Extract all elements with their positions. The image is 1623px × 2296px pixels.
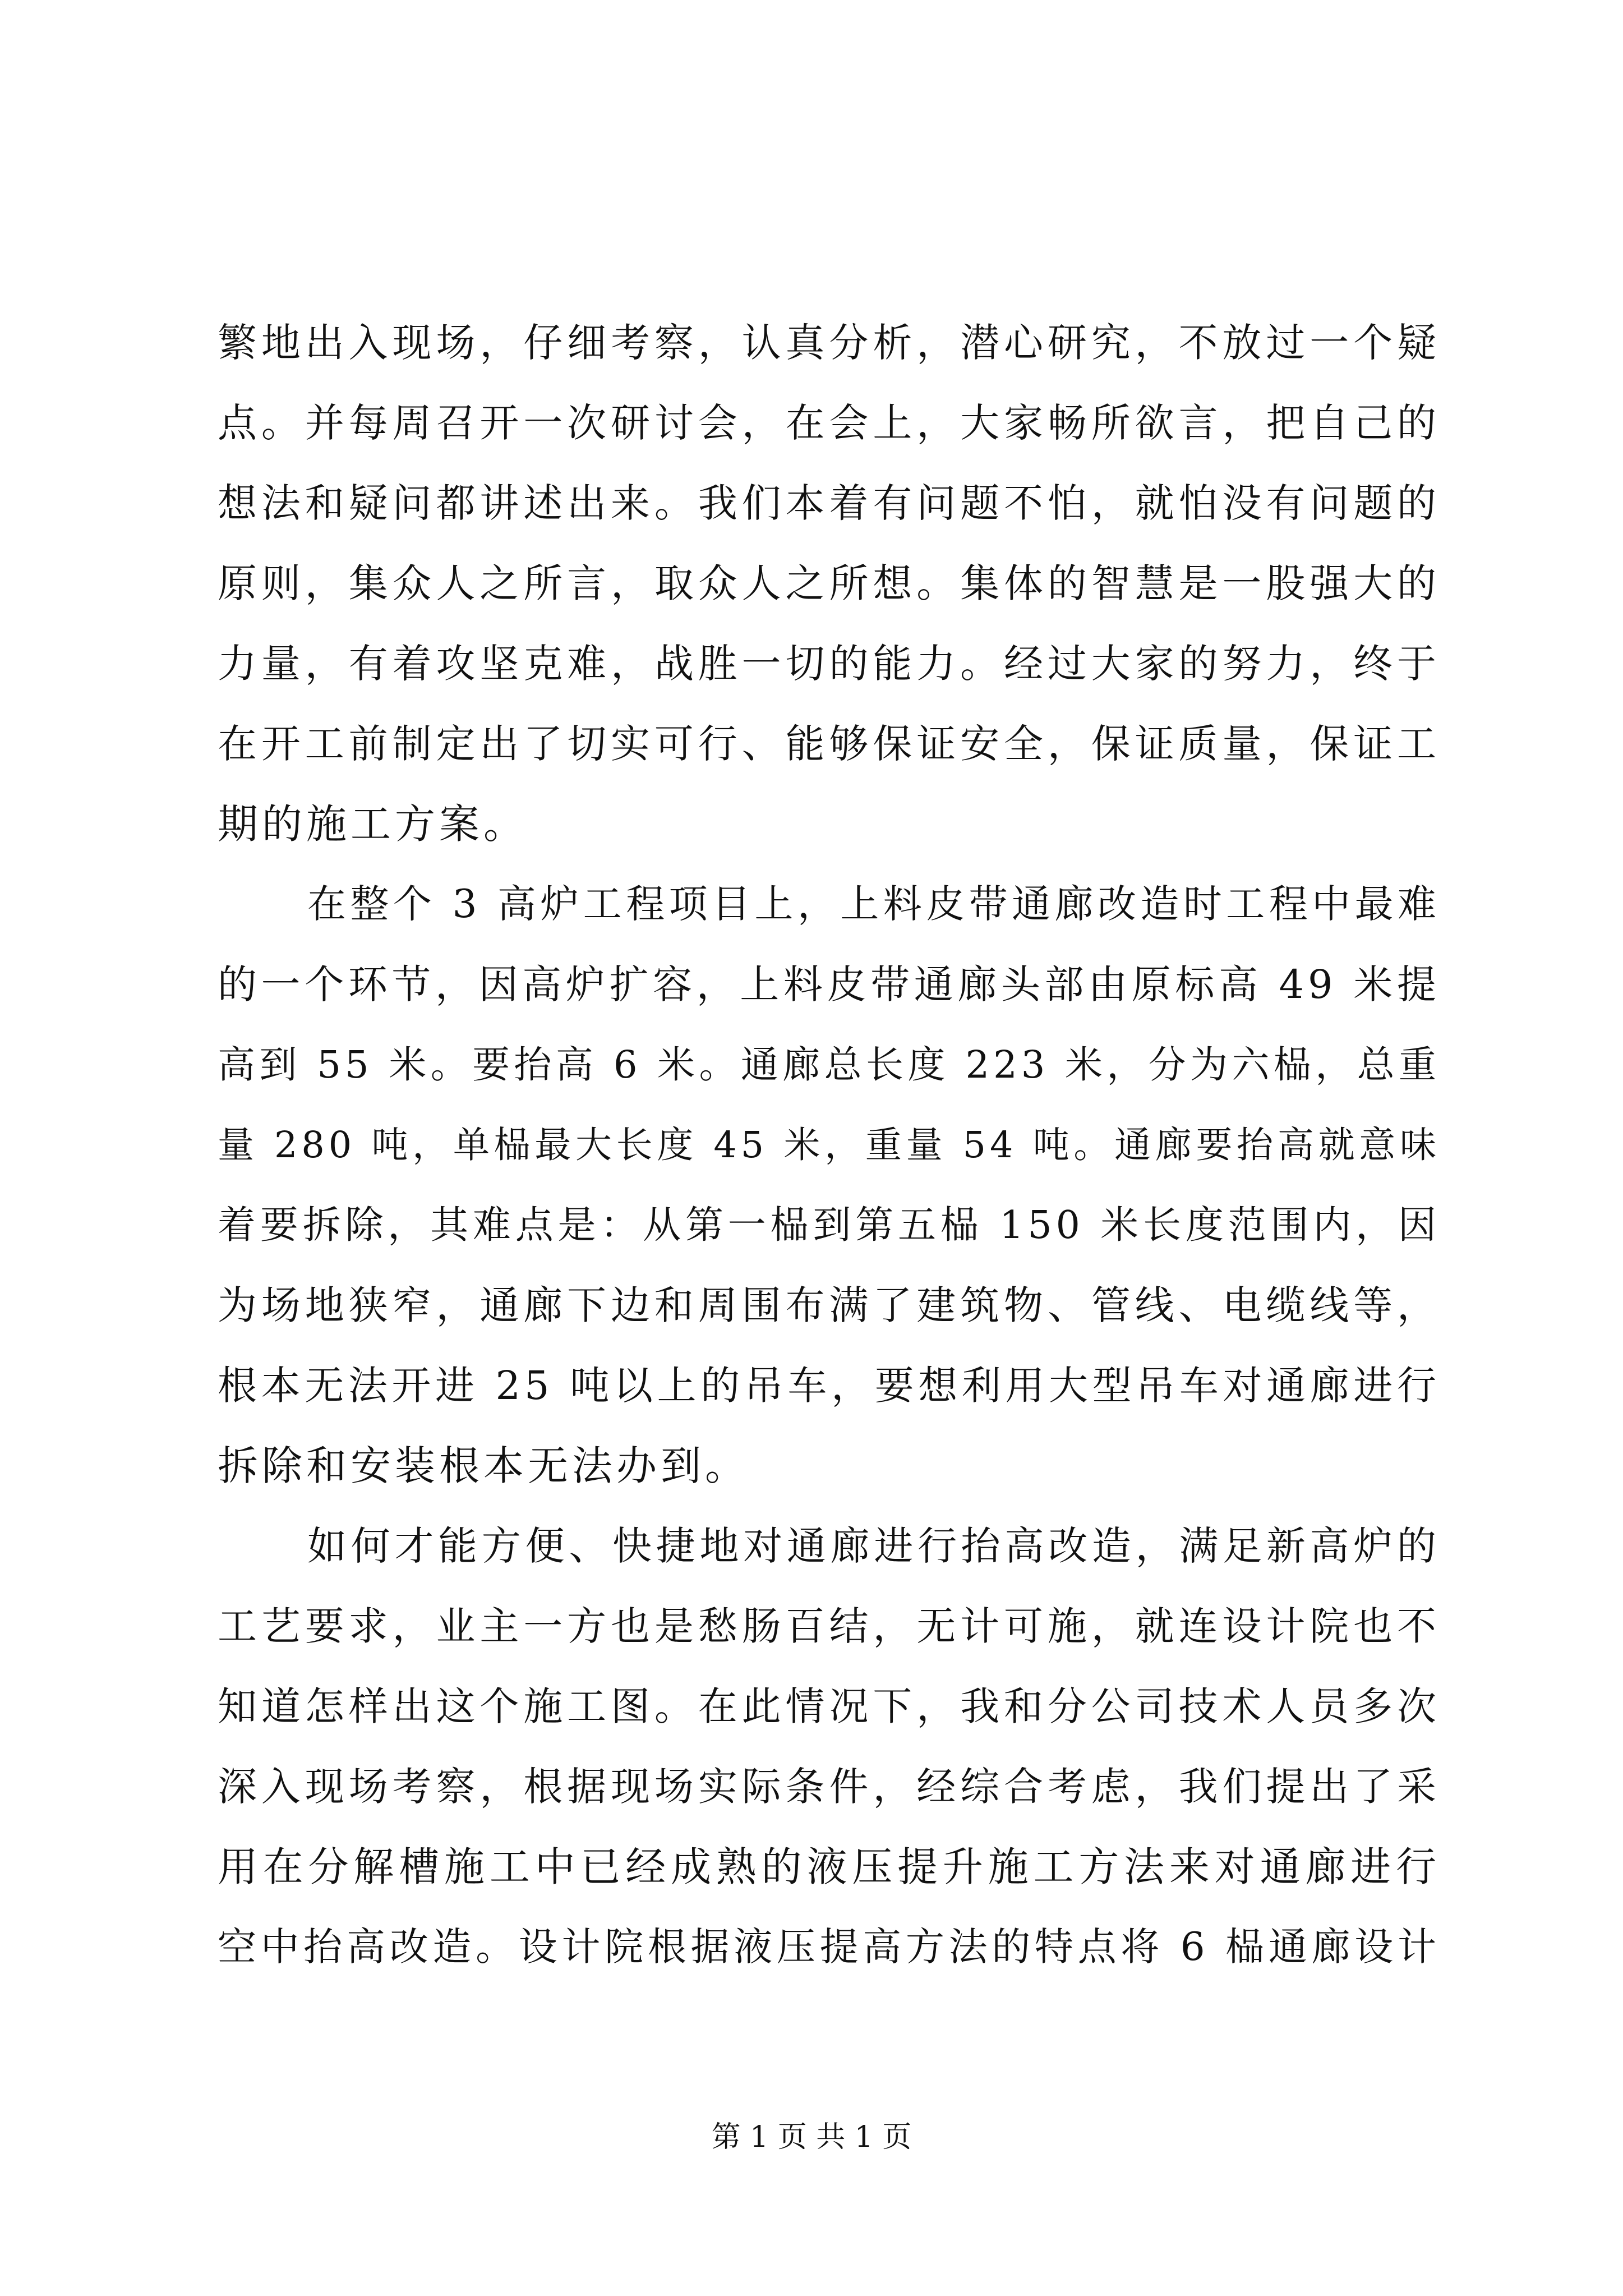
text-line: 根本无法开进 25 吨以上的吊车，要想利用大型吊车对通廊进行	[218, 1363, 1440, 1409]
text-line: 高到 55 米。要抬高 6 米。通廊总长度 223 米，分为六榀，总重	[218, 1043, 1440, 1087]
text-line: 想法和疑问都讲述出来。我们本着有问题不怕，就怕没有问题的	[218, 480, 1440, 526]
text-line: 的一个环节，因高炉扩容，上料皮带通廊头部由原标高 49 米提	[218, 961, 1440, 1007]
text-line: 原则，集众人之所言，取众人之所想。集体的智慧是一股强大的	[218, 560, 1440, 606]
text-line: 深入现场考察，根据现场实际条件，经综合考虑，我们提出了采	[218, 1764, 1440, 1810]
body-text	[218, 303, 1440, 1987]
text-line: 力量，有着攻坚克难，战胜一切的能力。经过大家的努力，终于	[218, 641, 1440, 687]
text-line: 量 280 吨，单榀最大长度 45 米，重量 54 吨。通廊要抬高就意味	[218, 1124, 1440, 1166]
text-line: 拆除和安装根本无法办到。	[218, 1442, 750, 1489]
text-line: 在开工前制定出了切实可行、能够保证安全，保证质量，保证工	[218, 721, 1440, 767]
text-line: 着要拆除，其难点是：从第一榀到第五榀 150 米长度范围内，因	[218, 1203, 1440, 1248]
text-line: 用在分解槽施工中已经成熟的液压提升施工方法来对通廊进行	[218, 1843, 1440, 1890]
text-line: 期的施工方案。	[218, 800, 528, 848]
text-line: 如何才能方便、快捷地对通廊进行抬高改造，满足新高炉的	[307, 1523, 1440, 1569]
text-line: 空中抬高改造。设计院根据液压提高方法的特点将 6 榀通廊设计	[218, 1925, 1440, 1970]
text-line: 为场地狭窄，通廊下边和周围布满了建筑物、管线、电缆线等，	[218, 1282, 1440, 1328]
text-line: 在整个 3 高炉工程项目上，上料皮带通廊改造时工程中最难	[307, 882, 1440, 927]
text-line: 知道怎样出这个施工图。在此情况下，我和分公司技术人员多次	[218, 1683, 1440, 1729]
text-line: 工艺要求，业主一方也是愁肠百结，无计可施，就连设计院也不	[218, 1603, 1440, 1649]
text-line: 点。并每周召开一次研讨会，在会上，大家畅所欲言，把自己的	[218, 400, 1440, 446]
page-number: 第 1 页 共 1 页	[711, 2120, 912, 2154]
text-line: 繁地出入现场，仔细考察，认真分析，潜心研究，不放过一个疑	[218, 320, 1440, 366]
